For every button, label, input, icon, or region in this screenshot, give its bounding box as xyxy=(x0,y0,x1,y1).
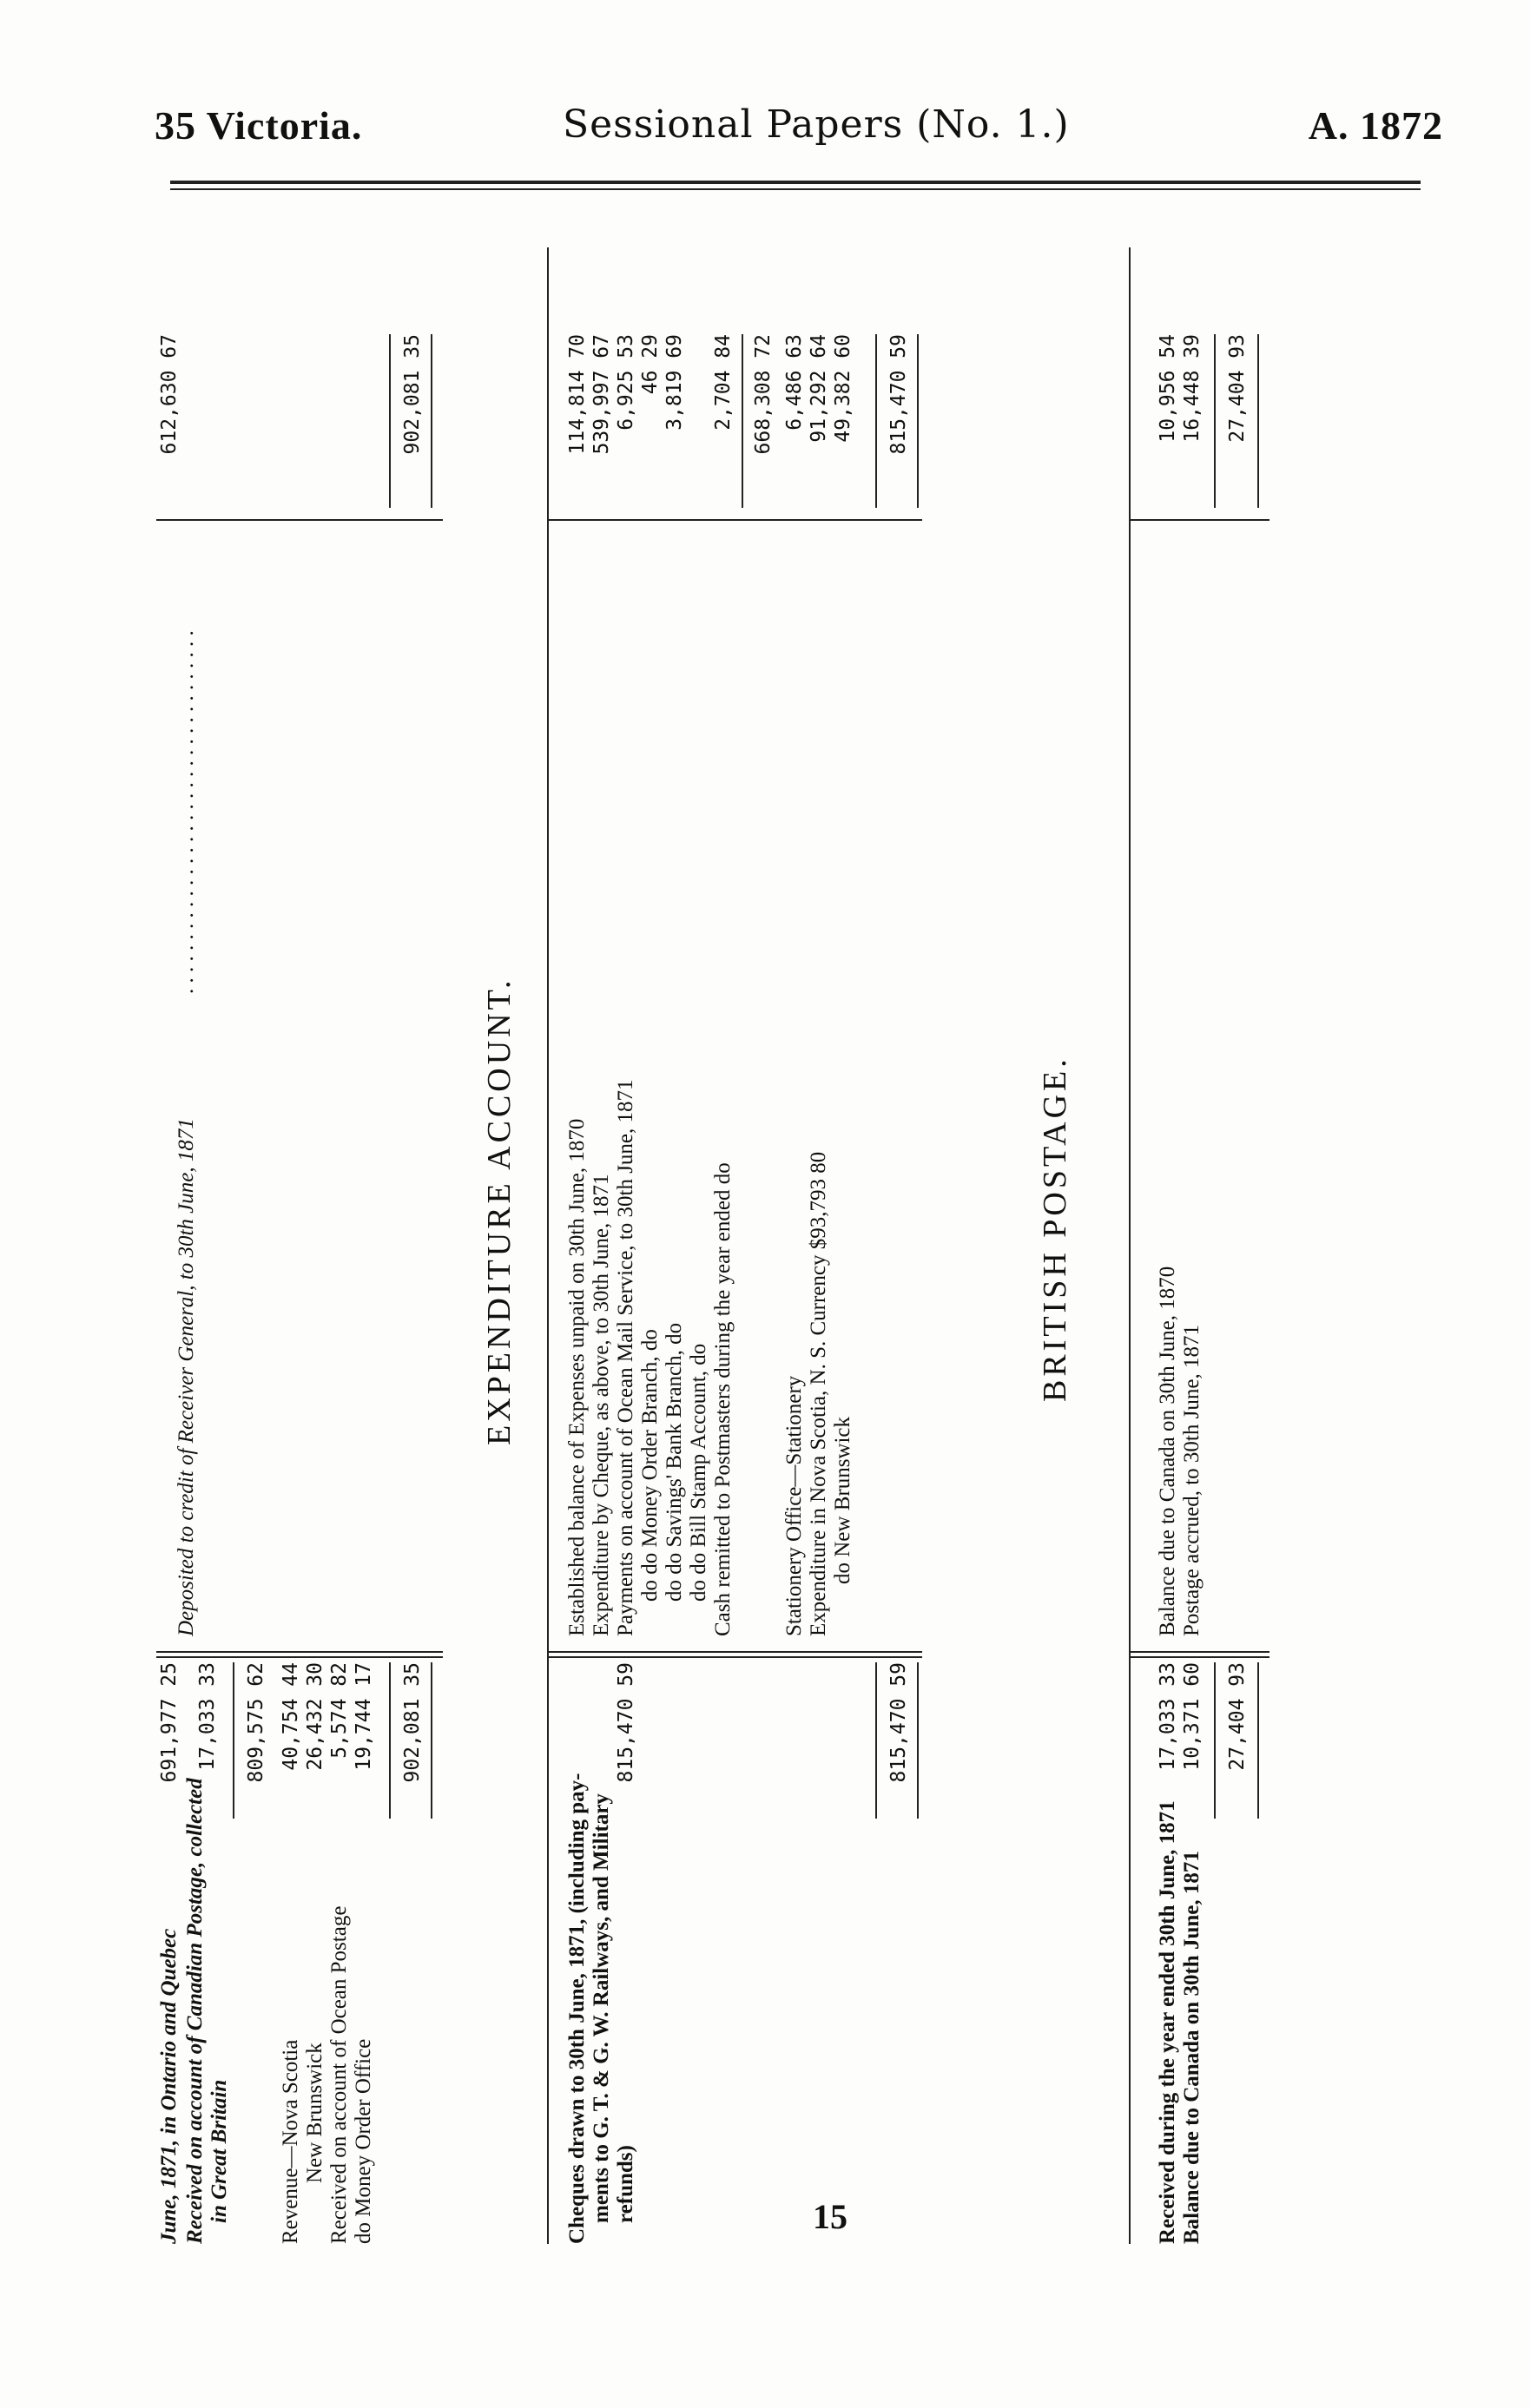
ledger-line: Received on account of Ocean Postage xyxy=(327,1905,351,2244)
sum-rule xyxy=(1214,334,1216,508)
section-rule xyxy=(1129,247,1131,2244)
ledger-line: ments to G. T. & G. W. Railways, and Military xyxy=(590,1793,613,2223)
total-amount: 815,470 59 xyxy=(887,1662,910,1783)
column-divider xyxy=(156,519,443,521)
dot-leader: . . . . . . . . . . . . . . . . . . . . . . . . . . . . . . . . . . xyxy=(175,630,198,994)
sum-rule xyxy=(431,1662,432,1819)
ledger-line: Payments on account of Ocean Mail Service, to 30th June, 1871 xyxy=(614,1079,637,1636)
column-divider xyxy=(156,1651,443,1653)
amount: 815,470 59 xyxy=(615,1662,637,1783)
amount: 6,486 63 xyxy=(783,334,806,431)
ledger-line: do New Brunswick xyxy=(831,1416,854,1584)
ledger-line: Balance due to Canada on 30th June, 1871 xyxy=(1180,1851,1204,2244)
ledger-line: June, 1871, in Ontario and Quebec xyxy=(157,1928,181,2244)
header-title: Sessional Papers (No. 1.) xyxy=(563,102,1070,147)
column-divider xyxy=(156,1656,443,1658)
amount: 6,925 53 xyxy=(615,334,637,431)
header-rule-thin xyxy=(170,188,1421,190)
amount: 114,814 70 xyxy=(566,334,589,455)
ledger-line: do do Savings' Bank Branch, do xyxy=(663,1322,686,1602)
amount: 46 29 xyxy=(639,334,662,395)
ledger-line: Cheques drawn to 30th June, 1871, (including pay- xyxy=(565,1773,589,2244)
amount: 809,575 62 xyxy=(245,1662,267,1783)
ledger-line: Postage accrued, to 30th June, 1871 xyxy=(1180,1325,1204,1636)
header-rule xyxy=(170,181,1421,184)
ledger-line: refunds) xyxy=(614,2145,637,2223)
subtotal-amount: 668,308 72 xyxy=(752,334,775,455)
sum-rule xyxy=(233,1662,234,1819)
rotated-ledger xyxy=(156,221,1441,2244)
column-divider xyxy=(1131,1656,1270,1658)
ledger-line: Stationery Office—Stationery xyxy=(782,1375,806,1636)
amount: 17,033 33 xyxy=(1157,1662,1179,1771)
sum-rule xyxy=(431,334,432,508)
column-divider xyxy=(1131,1651,1270,1653)
section-title: BRITISH POSTAGE. xyxy=(1037,1056,1073,1402)
amount: 16,448 39 xyxy=(1181,334,1204,443)
amount: 3,819 69 xyxy=(663,334,686,431)
sum-rule xyxy=(875,1662,877,1819)
ledger-line: New Brunswick xyxy=(303,2043,326,2183)
sum-rule xyxy=(742,334,743,508)
ledger-line: Deposited to credit of Receiver General, to 30th June, 1871 xyxy=(175,1118,198,1636)
total-amount: 815,470 59 xyxy=(887,334,910,455)
column-divider xyxy=(549,519,922,521)
ledger-line: Established balance of Expenses unpaid on 30th June, 1870 xyxy=(565,1118,589,1636)
ledger-line: do Money Order Office xyxy=(352,2038,375,2244)
ledger-line: do do Money Order Branch, do xyxy=(638,1329,662,1602)
column-divider xyxy=(549,1656,922,1658)
sum-rule xyxy=(389,334,391,508)
ledger-line: Revenue—Nova Scotia xyxy=(279,2039,302,2244)
column-divider xyxy=(549,1651,922,1653)
amount: 691,977 25 xyxy=(158,1662,181,1783)
sum-rule xyxy=(1257,334,1259,508)
ledger-line: Cash remitted to Postmasters during the year ended do xyxy=(711,1162,735,1636)
sum-rule xyxy=(1257,1662,1259,1819)
sum-rule xyxy=(389,1662,391,1819)
total-amount: 902,081 35 xyxy=(401,1662,424,1783)
section-rule xyxy=(547,247,549,2244)
amount: 26,432 30 xyxy=(304,1662,326,1771)
total-amount: 902,081 35 xyxy=(401,334,424,455)
column-divider xyxy=(1131,519,1270,521)
amount: 17,033 33 xyxy=(196,1662,219,1771)
amount: 539,997 67 xyxy=(590,334,613,455)
total-amount: 27,404 93 xyxy=(1226,1662,1249,1771)
amount: 19,744 17 xyxy=(353,1662,375,1771)
header-year: A. 1872 xyxy=(1308,103,1443,148)
ledger-line: Expenditure in Nova Scotia, N. S. Currency $93,793 80 xyxy=(807,1151,830,1636)
header-session: 35 Victoria. xyxy=(155,103,363,148)
ledger-line: in Great Britain xyxy=(208,2079,231,2223)
ledger-line: Expenditure by Cheque, as above, to 30th June, 1871 xyxy=(590,1174,613,1636)
amount: 40,754 44 xyxy=(280,1662,302,1771)
total-amount: 27,404 93 xyxy=(1226,334,1249,443)
ledger-line: Received on account of Canadian Postage, collected xyxy=(183,1778,207,2244)
sum-rule xyxy=(1214,1662,1216,1819)
amount: 91,292 64 xyxy=(808,334,830,443)
ledger-line: do do Bill Stamp Account, do xyxy=(687,1343,710,1602)
page-number: 15 xyxy=(813,2197,847,2236)
amount: 10,956 54 xyxy=(1157,334,1179,443)
section-title: EXPENDITURE ACCOUNT. xyxy=(481,977,518,1445)
amount: 2,704 84 xyxy=(712,334,735,431)
amount: 5,574 82 xyxy=(328,1662,351,1759)
sum-rule xyxy=(917,334,919,508)
sum-rule xyxy=(917,1662,919,1819)
amount: 10,371 60 xyxy=(1181,1662,1204,1771)
ledger-line: Balance due to Canada on 30th June, 1870 xyxy=(1156,1266,1179,1636)
sum-rule xyxy=(875,334,877,508)
amount: 612,630 67 xyxy=(158,334,181,455)
ledger-line: Received during the year ended 30th June, 1871 xyxy=(1156,1800,1179,2244)
amount: 49,382 60 xyxy=(832,334,854,443)
